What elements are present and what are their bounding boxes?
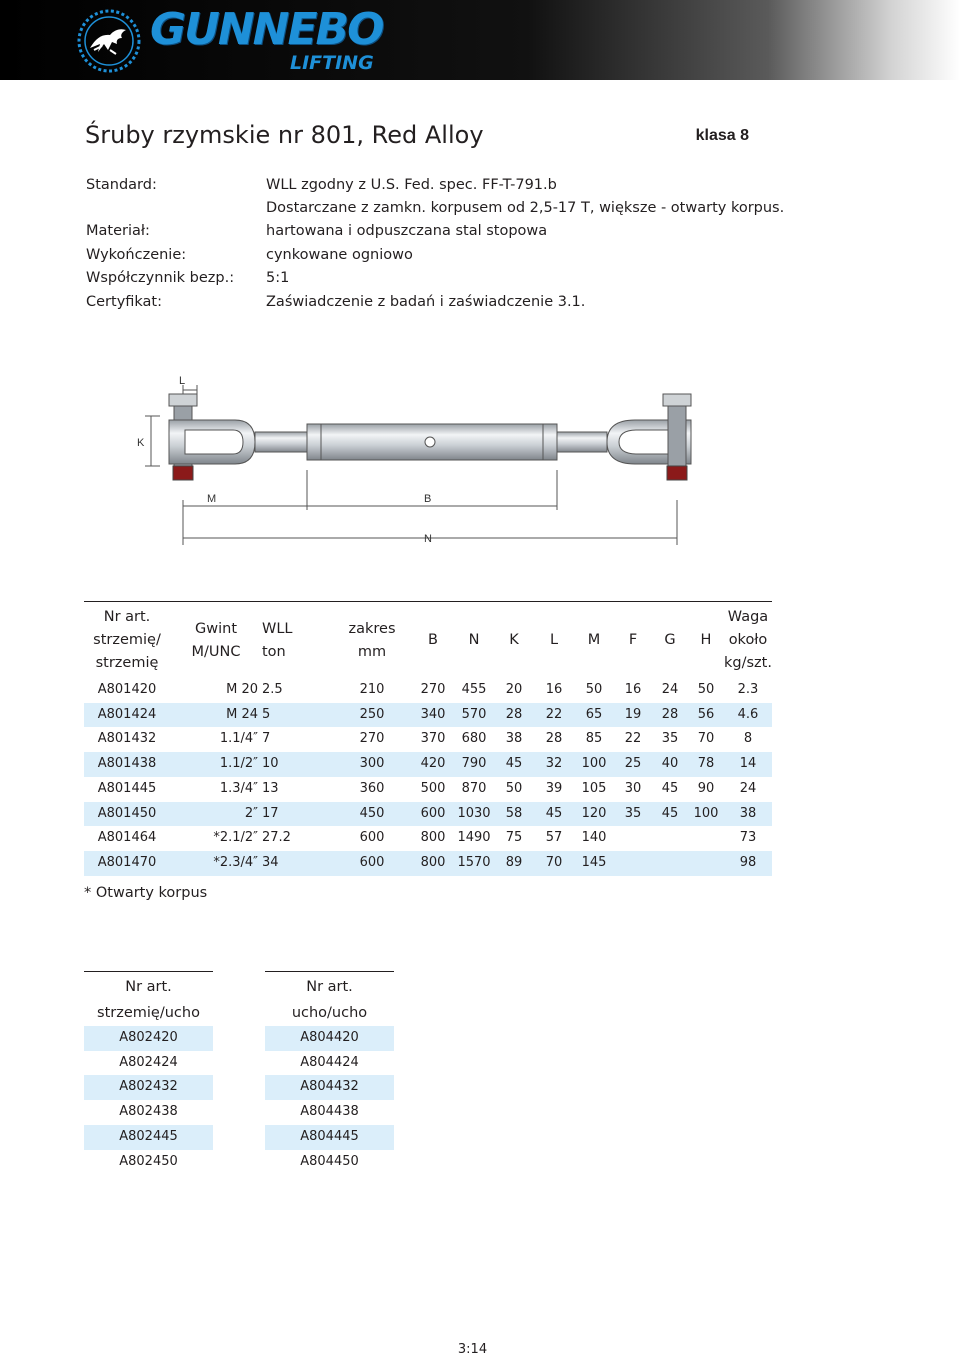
cell-h: 56 — [688, 703, 724, 728]
spec-label: Wykończenie: — [86, 247, 187, 263]
cell-k: 20 — [505, 682, 523, 697]
header-line: kg/szt. — [724, 655, 772, 671]
table-row — [84, 703, 772, 728]
table-row — [265, 1026, 394, 1051]
page-title: Śruby rzymskie nr 801, Red Alloy — [85, 121, 484, 149]
table-row — [265, 1075, 394, 1100]
col-header-article — [84, 602, 170, 679]
spec-label: Materiał: — [86, 223, 150, 239]
col-header-thread — [170, 602, 262, 679]
cell-wll: 13 — [262, 780, 279, 796]
col-header-article — [84, 972, 213, 1027]
table-header-row — [265, 972, 394, 1027]
cell-k: 38 — [505, 731, 523, 747]
col-header-b: B — [412, 602, 454, 679]
cell-n: 1570 — [454, 851, 494, 876]
cell-range: 270 — [359, 731, 385, 747]
cell-m: 100 — [574, 752, 614, 777]
cell-thread: 1.1/4″ — [219, 731, 258, 747]
spec-label: Certyfikat: — [86, 294, 163, 310]
header-line: około — [728, 632, 768, 648]
header-line: zakres — [348, 620, 396, 637]
cell-k: 50 — [505, 780, 523, 796]
cell-n: 455 — [461, 682, 487, 697]
table-row — [84, 802, 772, 827]
table-row — [84, 1075, 213, 1100]
cell-weight: 2.3 — [737, 682, 759, 697]
spec-row-certificate — [86, 291, 786, 314]
table-row — [84, 826, 772, 851]
cell-l: 39 — [545, 780, 563, 796]
cell-m: 120 — [574, 802, 614, 827]
col-header-wll — [262, 602, 332, 679]
cell-wll: 17 — [262, 802, 332, 827]
cell-article: A801420 — [97, 682, 157, 697]
table-header-row — [84, 972, 213, 1027]
dim-label-m: M — [207, 493, 217, 505]
cell-article: A801445 — [97, 780, 157, 796]
cell-n: 1490 — [457, 830, 491, 846]
header-band — [0, 0, 960, 80]
cell-b: 800 — [420, 830, 446, 846]
cell-range: 210 — [359, 682, 385, 697]
header-line: Waga — [727, 609, 769, 625]
table-row — [265, 1051, 394, 1076]
cell-b: 420 — [412, 752, 454, 777]
left-jaw — [169, 394, 311, 480]
cell-weight: 14 — [724, 752, 772, 777]
cell-h: 70 — [697, 731, 715, 747]
cell-k: 75 — [505, 830, 523, 846]
cell-g — [652, 851, 688, 876]
cell-range: 600 — [359, 830, 385, 846]
cell-article: A804420 — [265, 1026, 394, 1051]
cell-article: A801432 — [97, 731, 157, 747]
col-header-l: L — [534, 602, 574, 679]
col-header-k: K — [494, 602, 534, 679]
dim-label-k: K — [137, 437, 145, 449]
horse-emblem-icon — [76, 8, 142, 74]
turnbuckle-drawing — [125, 370, 705, 550]
cell-thread: 1.1/2″ — [170, 752, 262, 777]
cell-l: 16 — [545, 682, 563, 697]
cell-weight: 98 — [724, 851, 772, 876]
cell-range: 360 — [359, 780, 385, 796]
table-row — [265, 1125, 394, 1150]
header-line: strzemię/ucho — [97, 1005, 200, 1021]
cell-n: 680 — [461, 731, 487, 747]
dim-label-l: L — [179, 375, 186, 387]
cell-article: A801464 — [97, 830, 157, 846]
cell-article: A802450 — [119, 1153, 178, 1169]
cell-f: 25 — [614, 752, 652, 777]
cell-article: A801450 — [84, 802, 170, 827]
col-header-weight — [724, 602, 772, 679]
dim-label-b: B — [424, 493, 432, 505]
spec-value: Zaświadczenie z badań i zaświadczenie 3.1. — [266, 294, 586, 310]
cell-weight: 73 — [739, 830, 757, 846]
cell-f — [614, 851, 652, 876]
right-jaw — [557, 394, 691, 480]
cell-g: 45 — [652, 802, 688, 827]
cell-weight: 4.6 — [724, 703, 772, 728]
cell-n: 790 — [454, 752, 494, 777]
cell-m: 85 — [585, 731, 603, 747]
header-line: ucho/ucho — [291, 1005, 368, 1021]
cell-k: 45 — [494, 752, 534, 777]
dim-label-n: N — [424, 533, 432, 545]
cell-thread: M 24 — [170, 703, 262, 728]
dimension-lines — [145, 385, 677, 545]
cell-article: A801438 — [84, 752, 170, 777]
cell-weight: 8 — [743, 731, 753, 747]
cell-l: 22 — [534, 703, 574, 728]
table-row — [84, 1026, 213, 1051]
cell-range: 600 — [332, 851, 412, 876]
cell-weight: 24 — [739, 780, 757, 796]
spec-table-body — [84, 678, 772, 876]
cell-article: A804445 — [265, 1125, 394, 1150]
jaw-eye-table-body — [84, 1026, 213, 1174]
col-header-article — [265, 972, 394, 1027]
table-row — [84, 1051, 213, 1076]
cell-b: 370 — [420, 731, 446, 747]
cell-g: 35 — [661, 731, 679, 747]
spec-value: hartowana i odpuszczana stal stopowa — [266, 223, 548, 239]
table-row — [84, 1100, 213, 1125]
cell-article: A802432 — [84, 1075, 213, 1100]
header-line: WLL — [262, 620, 293, 637]
cell-wll: 34 — [262, 851, 332, 876]
table-row — [84, 851, 772, 876]
table-row — [84, 777, 772, 802]
spec-row-finish — [86, 244, 786, 267]
cell-h — [688, 851, 724, 876]
eye-eye-table-body — [265, 1026, 394, 1174]
cell-l: 57 — [545, 830, 563, 846]
cell-m: 50 — [585, 682, 603, 697]
cell-h: 90 — [697, 780, 715, 796]
cell-weight: 38 — [724, 802, 772, 827]
col-header-m: M — [574, 602, 614, 679]
cell-n: 570 — [454, 703, 494, 728]
cell-k: 58 — [494, 802, 534, 827]
col-header-g: G — [652, 602, 688, 679]
page-number: 3:14 — [457, 1342, 488, 1357]
cell-h: 78 — [688, 752, 724, 777]
cell-f: 30 — [624, 780, 642, 796]
cell-g: 45 — [661, 780, 679, 796]
table-row — [84, 1125, 213, 1150]
col-header-f: F — [614, 602, 652, 679]
header-line: M/UNC — [191, 643, 241, 660]
header-line: mm — [357, 643, 387, 660]
cell-thread: *2.1/2″ — [213, 830, 258, 846]
cell-thread: 2″ — [170, 802, 262, 827]
cell-article: A802424 — [119, 1054, 178, 1070]
col-header-h: H — [688, 602, 724, 679]
header-line: Gwint — [195, 620, 237, 637]
cell-thread: M 20 — [226, 682, 258, 697]
spec-row-standard-note — [86, 197, 786, 220]
cell-l: 70 — [534, 851, 574, 876]
header-line: strzemię/ — [93, 632, 161, 648]
cell-f: 22 — [624, 731, 642, 747]
cell-f — [614, 826, 652, 851]
header-line: Nr art. — [306, 979, 353, 995]
jaw-eye-table — [84, 971, 213, 1174]
spec-row-standard — [86, 174, 786, 197]
cell-b: 270 — [420, 682, 446, 697]
cell-thread: *2.3/4″ — [170, 851, 262, 876]
cell-f: 19 — [614, 703, 652, 728]
cell-range: 300 — [332, 752, 412, 777]
spec-label: Standard: — [86, 177, 157, 193]
cell-article: A804450 — [300, 1153, 359, 1169]
cell-article: A802445 — [84, 1125, 213, 1150]
col-header-n: N — [454, 602, 494, 679]
spec-row-material — [86, 220, 786, 243]
table-row — [84, 752, 772, 777]
cell-l: 45 — [534, 802, 574, 827]
header-line: Nr art. — [125, 979, 172, 995]
table-header-row — [84, 602, 772, 679]
cell-article: A804438 — [300, 1104, 359, 1120]
cell-article: A802438 — [119, 1104, 178, 1120]
cell-m: 65 — [574, 703, 614, 728]
cell-k: 28 — [494, 703, 534, 728]
turnbuckle-body — [307, 424, 557, 460]
brand-sub-text: LIFTING — [290, 52, 374, 74]
cell-article: A801470 — [84, 851, 170, 876]
col-header-range — [332, 602, 412, 679]
header-line: Nr art. — [103, 609, 151, 625]
cell-g — [652, 826, 688, 851]
table-row — [84, 678, 772, 703]
cell-h — [688, 826, 724, 851]
cell-n: 870 — [461, 780, 487, 796]
cell-wll: 2.5 — [262, 682, 283, 697]
cell-wll: 5 — [262, 703, 332, 728]
cell-range: 450 — [332, 802, 412, 827]
grade-label: klasa 8 — [695, 127, 749, 144]
cell-article: A804424 — [300, 1054, 359, 1070]
spec-value: Dostarczane z zamkn. korpusem od 2,5-17 T, większe - otwarty korpus. — [266, 200, 785, 216]
cell-m: 105 — [581, 780, 607, 796]
cell-thread: 1.3/4″ — [219, 780, 258, 796]
cell-l: 32 — [534, 752, 574, 777]
spec-value: 5:1 — [266, 270, 290, 286]
table-row — [265, 1150, 394, 1175]
cell-h: 100 — [688, 802, 724, 827]
cell-b: 800 — [412, 851, 454, 876]
brand-logo-text: GUNNEBO — [150, 4, 383, 55]
cell-k: 89 — [494, 851, 534, 876]
cell-article: A801424 — [84, 703, 170, 728]
cell-range: 250 — [332, 703, 412, 728]
spec-value: cynkowane ogniowo — [266, 247, 413, 263]
cell-f: 35 — [614, 802, 652, 827]
cell-h: 50 — [697, 682, 715, 697]
cell-b: 340 — [412, 703, 454, 728]
spec-label: Współczynnik bezp.: — [86, 270, 235, 286]
cell-article: A802420 — [84, 1026, 213, 1051]
cell-b: 500 — [420, 780, 446, 796]
cell-m: 140 — [581, 830, 607, 846]
cell-f: 16 — [624, 682, 642, 697]
cell-n: 1030 — [454, 802, 494, 827]
eye-eye-table — [265, 971, 394, 1174]
spec-value: WLL zgodny z U.S. Fed. spec. FF-T-791.b — [266, 177, 557, 193]
header-line: ton — [262, 643, 286, 660]
table-row — [84, 727, 772, 752]
header-line: strzemię — [95, 655, 159, 671]
cell-wll: 7 — [262, 731, 271, 747]
cell-m: 145 — [574, 851, 614, 876]
table-row — [84, 1150, 213, 1175]
table-row — [265, 1100, 394, 1125]
footnote-open-body: * Otwarty korpus — [84, 885, 208, 901]
cell-wll: 27.2 — [262, 830, 291, 846]
cell-g: 24 — [661, 682, 679, 697]
cell-l: 28 — [545, 731, 563, 747]
cell-article: A804432 — [265, 1075, 394, 1100]
cell-b: 600 — [412, 802, 454, 827]
cell-g: 28 — [652, 703, 688, 728]
spec-table — [84, 601, 772, 876]
cell-g: 40 — [652, 752, 688, 777]
cell-wll: 10 — [262, 752, 332, 777]
spec-row-safety-factor — [86, 267, 786, 290]
